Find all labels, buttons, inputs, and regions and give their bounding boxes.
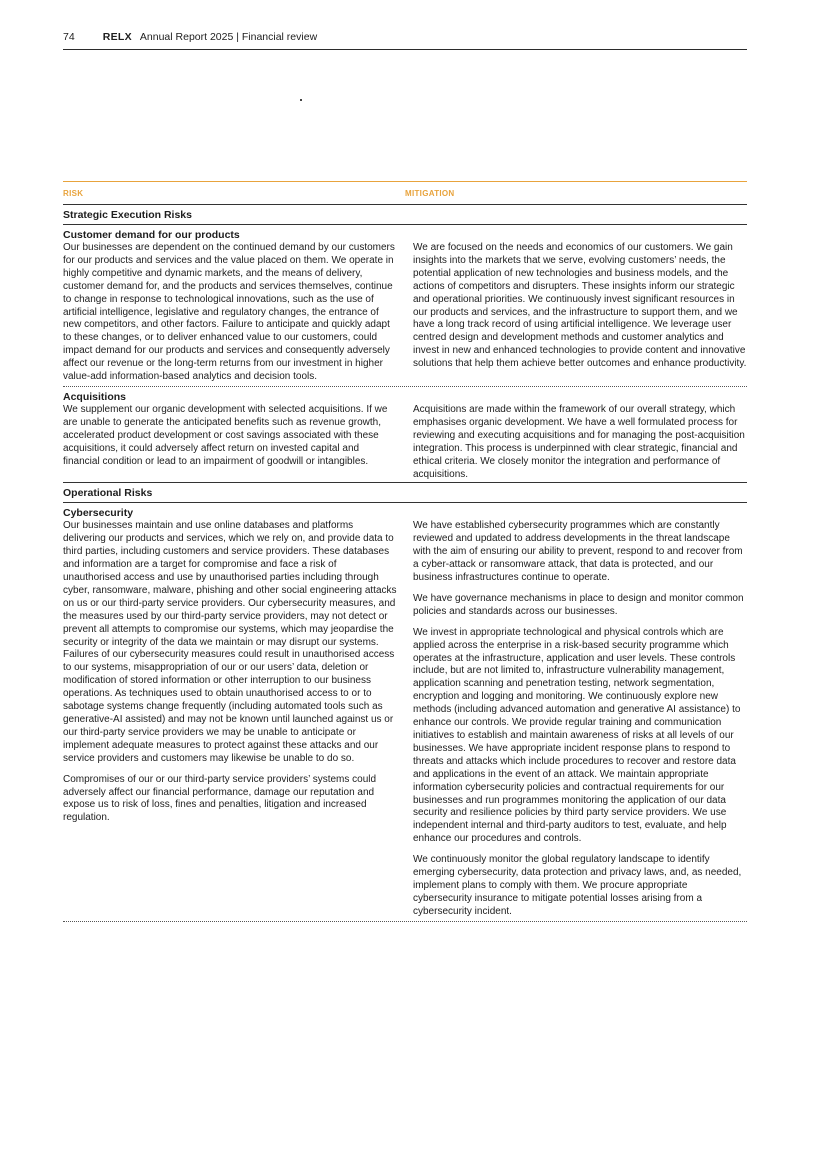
risk-description	[63, 242, 397, 384]
mitigation-paragraph: We invest in appropriate technological and physical controls which are applied across the enterprise in a risk-based security programme which operates at the infrastructure, application and user levels. These controls include, but are not limited to, infrastructure vulnerability management, application scanning and penetration testing, network segmentation, encryption and logging and monitoring. We continuously explore new methods (including advanced automation and generative AI assistance) to enhance our controls. We provide regular training and communication initiatives to establish and maintain awareness of risks at all levels of our businesses. We have appropriate incident response plans to respond to threats and attacks which include procedures to recover and restore data and applications in the event of an attack. We maintain appropriate information cybersecurity policies and contractual requirements for our businesses and run programmes monitoring the application of our data security and resilience policies by third party service providers. We use independent internal and third-party auditors to test, evaluate, and help enhance our procedures and controls.	[413, 626, 741, 845]
risk-title: Cybersecurity	[63, 507, 134, 520]
risk-description	[63, 520, 397, 918]
mitigation-paragraph: We have established cybersecurity programmes which are constantly reviewed and updated to address developments in the threat landscape with the aim of ensuring our ability to prevent, respond to and recover from a cyber-attack or ransomware attack, that data is protected, and our business infrastructures continue to operate.	[413, 520, 743, 584]
table-header	[63, 182, 747, 205]
mitigation-column-header: MITIGATION	[405, 188, 455, 198]
mitigation-paragraph: We have governance mechanisms in place to design and monitor common policies and standards across our businesses.	[413, 592, 744, 617]
stray-dot	[300, 99, 302, 101]
risk-paragraph: Our businesses are dependent on the continued demand by our customers for our products and services and the value placed on them. We operate in highly competitive and dynamic markets, and the means of delivery, customer demand for, and the products and services themselves, continue to change in response to technological innovations, such as the use of artificial intelligence, legislative and regulatory changes, the entrance of new competitors, and other factors. Failure to anticipate and quickly adapt to these changes, or to deliver enhanced value to our customers, could impact demand for our products and services and consequently adversely affect our revenue or the long-term returns from our investment in higher value-add information-based analytics and decision tools.	[63, 242, 395, 383]
mitigation-paragraph: Acquisitions are made within the framework of our overall strategy, which emphasises organic development. We have a well formulated process for reviewing and executing acquisitions and for managing the post-acquisition integration. This process is underpinned with clear strategic, financial and ethical criteria. We closely monitor the integration and performance of acquisitions.	[413, 403, 745, 480]
risk-paragraph: Compromises of our or our third-party service providers’ systems could adversely affect our financial performance, damage our reputation and expose us to risk of loss, fines and penalties, litigation and increased regulation.	[63, 773, 377, 824]
risk-table	[63, 181, 747, 922]
mitigation-paragraph: We are focused on the needs and economics of our customers. We gain insights into the markets that we serve, evolving customers’ needs, the potential application of new technologies and business models, and the actions of competitors and disrupters. These insights inform our strategic and operational priorities. We continuously invest significant resources in our products and services, and the infrastructure to support them, and we have a long track record of using artificial intelligence. We leverage user centred design and development methods and customer analytics and invest in new and enhanced technologies to provide content and innovative solutions that help them achieve better outcomes and enhance productivity.	[413, 242, 747, 370]
risk-description	[63, 404, 397, 481]
mitigation-description	[413, 404, 747, 481]
section-title-operational: Operational Risks	[63, 483, 747, 503]
risk-item-acquisitions	[63, 391, 747, 483]
report-title: Annual Report 2025 | Financial review	[139, 31, 318, 43]
risk-column-header: RISK	[63, 188, 84, 198]
risk-paragraph: Our businesses maintain and use online databases and platforms delivering our products and services, which we rely on, and provide data to third parties, including customers and service providers. These databases and information are a target for compromise and face a risk of unauthorised access and use by unauthorised parties including through cyber, ransomware, malware, phishing and other social engineering attacks on us or our third-party service providers. Our cybersecurity measures, and the measures used by our third-party service providers, may not detect or prevent all attempts to compromise our systems, which may jeopardise the security or integrity of the data we maintain or may disrupt our systems. Failures of our cybersecurity measures could result in unauthorised access to our systems, misappropriation of our or our users’ data, deletion or modification of stored information or other interruption to our business operations. As techniques used to obtain unauthorised access to or to sabotage systems change frequently (including automated tools such as generative-AI assisted) and may not be known until launched against us or our third-party service providers we may be unable to anticipate or implement adequate measures to protect against these attacks and our service providers and customers may likewise be unable to do so.	[63, 520, 397, 764]
mitigation-description	[413, 520, 747, 918]
section-title-strategic: Strategic Execution Risks	[63, 205, 747, 225]
page-number: 74	[63, 31, 75, 43]
risk-item-cybersecurity	[63, 507, 747, 921]
mitigation-paragraph: We continuously monitor the global regulatory landscape to identify emerging cybersecurity, data protection and privacy laws, and, as needed, implement plans to comply with them. We procure appropriate cybersecurity insurance to mitigate potential losses arising from a cybersecurity incident.	[413, 854, 742, 917]
risk-item-customer-demand	[63, 229, 747, 387]
brand-name: RELX	[102, 31, 132, 43]
page-header	[63, 31, 747, 50]
risk-paragraph: We supplement our organic development with selected acquisitions. If we are unable to generate the anticipated benefits such as revenue growth, accelerated product development or cost savings associated with these acquisitions, it could adversely affect return on invested capital and financial condition or lead to an impairment of goodwill or intangibles.	[63, 403, 388, 467]
mitigation-description	[413, 242, 747, 384]
risk-title: Acquisitions	[63, 390, 127, 403]
risk-title: Customer demand for our products	[63, 229, 240, 241]
